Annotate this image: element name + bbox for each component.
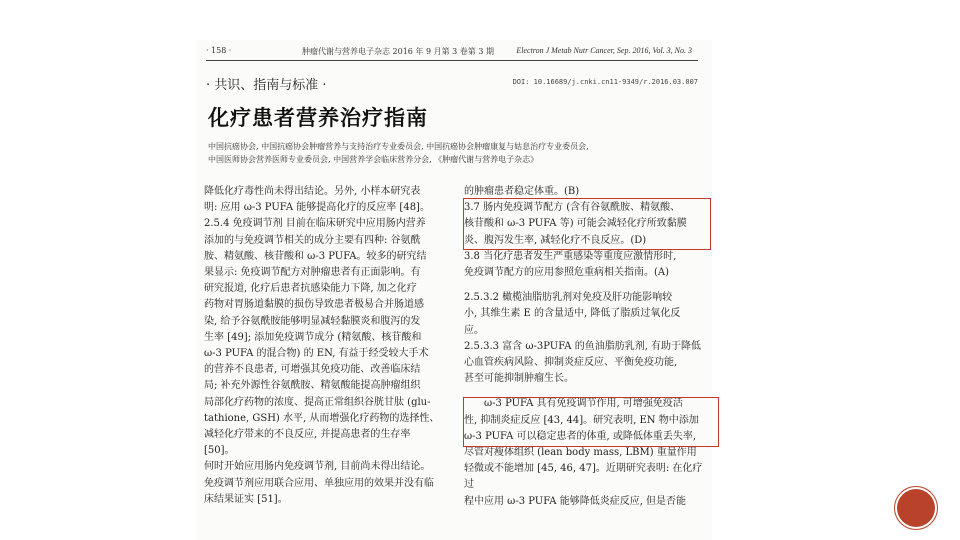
text-line: 3.8 当化疗患者发生严重感染等重度应激情形时, xyxy=(464,250,677,262)
text-line: 程中应用 ω-3 PUFA 能够降低炎症反应, 但是否能 xyxy=(464,495,687,507)
text-line: ω-3 PUFA 可以稳定患者的体重, 或降低体重丢失率, xyxy=(464,430,697,442)
text-line: 添加的与免疫调节相关的成分主要有四种: 谷氨酰 xyxy=(204,234,421,246)
text-line: 2.5.4 免疫调节剂 目前在临床研究中应用肠内营养 xyxy=(204,218,426,230)
journal-name-en: Electron J Metab Nutr Cancer, Sep. 2016, Vol. 3, No. 3 xyxy=(516,46,692,55)
header-rule xyxy=(206,60,698,61)
text-line: 心血管疾病风险、抑制炎症反应、平衡免疫功能, xyxy=(464,357,678,369)
text-line: ω-3 PUFA 的混合物) 的 EN, 有益于经受较大手术 xyxy=(204,348,429,360)
text-line: 免疫调节剂应用联合应用、单独应用的效果并没有临 xyxy=(204,477,434,489)
text-line: 甚至可能抑制肿瘤生长。 xyxy=(464,373,574,385)
text-line: 3.7 肠内免疫调节配方 (含有谷氨酰胺、精氨酸、 xyxy=(464,202,681,214)
text-line: 轻微或不能增加 [45, 46, 47]。近期研究表明: 在化疗过 xyxy=(464,463,703,491)
text-line: 炎、腹泻发生率, 减轻化疗不良反应。(D) xyxy=(464,234,647,246)
highlight-box-omega3 xyxy=(463,397,719,447)
running-header xyxy=(202,46,706,60)
text-line: 染, 给予谷氨酰胺能够明显减轻黏膜炎和腹泻的发 xyxy=(204,315,421,327)
text-line: 性, 抑制炎症反应 [43, 44]。研究表明, EN 物中添加 xyxy=(464,414,699,426)
text-line: 局部化疗药物的浓度、提高正常组织谷胱甘肽 (glu- xyxy=(204,396,431,408)
text-line: ω-3 PUFA 具有免疫调节作用, 可增强免疫活 xyxy=(484,398,683,410)
journal-name-cn: 肿瘤代谢与营养电子杂志 2016 年 9 月第 3 卷第 3 期 xyxy=(302,47,494,56)
page-number: · 158 · xyxy=(206,46,232,55)
slide-ornament-circle xyxy=(897,489,935,527)
text-line: 何时开始应用肠内免疫调节剂, 目前尚未得出结论。 xyxy=(204,461,431,473)
left-column xyxy=(204,184,440,508)
text-line: 的肿瘤患者稳定体重。(B) xyxy=(464,186,580,197)
author-line: 中国抗癌协会, 中国抗癌协会肿瘤营养与支持治疗专业委员会, 中国抗癌协会肿瘤康复与姑息治疗专业委员会, xyxy=(208,142,589,151)
text-line: 2.5.3.2 橄榄油脂肪乳剂对免疫及肝功能影响较 xyxy=(464,292,673,304)
text-line: 的营养不良患者, 可增强其免疫功能、改善临床结 xyxy=(204,364,421,376)
highlight-box-recommendation xyxy=(463,198,711,250)
text-line: 减轻化疗带来的不良反应, 并提高患者的生存率 [50]。 xyxy=(204,429,411,457)
text-line: 研究报道, 化疗后患者抗感染能力下降, 加之化疗 xyxy=(204,283,417,295)
text-line: 床结果证实 [51]。 xyxy=(204,493,288,505)
text-line: 尽管对瘦体组织 (lean body mass, LBM) 重量作用 xyxy=(464,447,697,459)
text-line: 生率 [49]; 添加免疫调节成分 (精氨酸、核苷酸和 xyxy=(204,331,422,343)
text-line: 明: 应用 ω-3 PUFA 能够提高化疗的反应率 [48]。 xyxy=(204,202,430,214)
text-line: 果显示: 免疫调节配方对肿瘤患者有正面影响。有 xyxy=(204,267,421,279)
text-line: tathione, GSH) 水平, 从而增强化疗药物的选择性、 xyxy=(204,412,440,424)
text-line: 局; 补充外源性谷氨酰胺、精氨酸能提高肿瘤组织 xyxy=(204,380,421,392)
text-line: 降低化疗毒性尚未得出结论。另外, 小样本研究表 xyxy=(204,186,421,197)
text-line: 胺、精氨酸、核苷酸和 ω-3 PUFA。较多的研究结 xyxy=(204,250,427,262)
text-line: 2.5.3.3 富含 ω-3PUFA 的鱼油脂肪乳剂, 有助于降低 xyxy=(464,340,702,352)
article-title: 化疗患者营养治疗指南 xyxy=(208,106,428,130)
journal-page-scan xyxy=(196,40,712,540)
text-line: 药物对胃肠道黏膜的损伤导致患者极易合并肠道感 xyxy=(204,299,424,311)
author-list xyxy=(208,140,698,166)
text-line: 核苷酸和 ω-3 PUFA 等) 可能会减轻化疗所致黏膜 xyxy=(464,218,687,230)
text-line: 应。 xyxy=(464,324,484,336)
text-line: 免疫调节配方的应用参照危重病相关指南。(A) xyxy=(464,267,670,279)
text-line: 小, 其维生素 E 的含量适中, 降低了脂质过氧化反 xyxy=(464,308,681,320)
author-line: 中国医师协会营养医师专业委员会, 中国营养学会临床营养分会, 《肿瘤代谢与营养电子杂志》 xyxy=(208,155,539,164)
doi: DOI: 10.16689/j.cnki.cn11-9349/r.2016.03.007 xyxy=(512,78,698,86)
section-label: · 共识、指南与标准 · xyxy=(206,78,327,93)
